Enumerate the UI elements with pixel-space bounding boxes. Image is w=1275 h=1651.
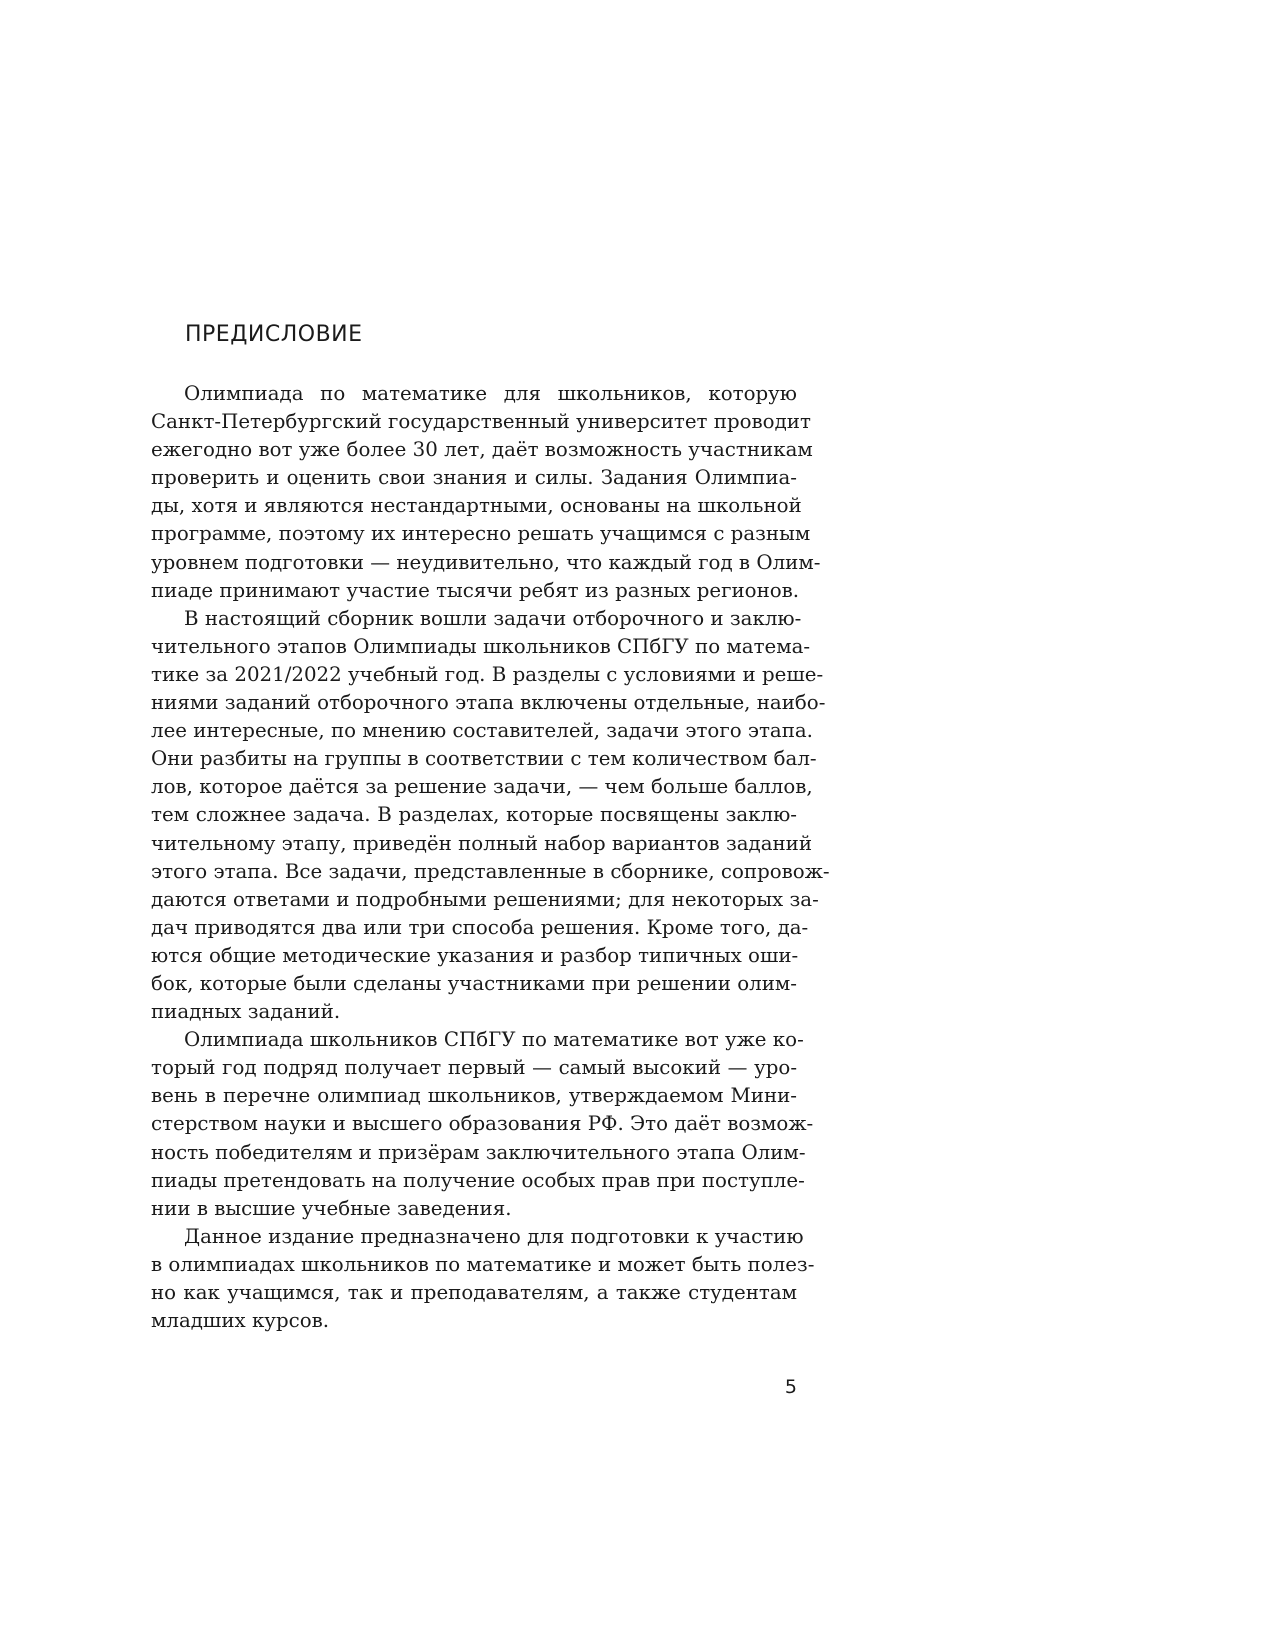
text-line: пиаде принимают участие тысячи ребят из разных регионов.	[151, 578, 800, 602]
text-line: вень в перечне олимпиад школьников, утверждаемом Мини-	[151, 1084, 797, 1108]
text-line: этого этапа. Все задачи, представленные в сборнике, сопровож-	[151, 859, 830, 883]
text-line: лее интересные, по мнению составителей, задачи этого этапа.	[151, 719, 813, 743]
text-line: даются ответами и подробными решениями; для некоторых за-	[151, 887, 819, 911]
text-line: чительного этапов Олимпиады школьников СПбГУ по матема-	[151, 634, 811, 658]
text-line: Они разбиты на группы в соответствии с тем количеством бал-	[151, 747, 817, 771]
text-line: Олимпиада по математике для школьников, которую	[184, 382, 797, 405]
text-line: ды, хотя и являются нестандартными, основаны на школьной	[151, 494, 802, 518]
text-line: пиады претендовать на получение особых прав при поступле-	[151, 1168, 805, 1192]
text-line: В настоящий сборник вошли задачи отборочного и заклю-	[184, 606, 802, 630]
text-line: стерством науки и высшего образования РФ. Это даёт возмож-	[151, 1112, 814, 1136]
text-line: чительному этапу, приведён полный набор вариантов заданий	[151, 831, 813, 855]
text-line: бок, которые были сделаны участниками при решении олим-	[151, 971, 797, 995]
text-line: Санкт-Петербургский государственный университет проводит	[151, 410, 811, 434]
text-line: тем сложнее задача. В разделах, которые посвящены заклю-	[151, 803, 797, 827]
text-line: тике за 2021/2022 учебный год. В разделы с условиями и реше-	[151, 662, 824, 686]
page-title: ПРЕДИСЛОВИЕ	[185, 322, 363, 347]
text-line: ность победителям и призёрам заключительного этапа Олим-	[151, 1140, 806, 1164]
text-line: но как учащимся, так и преподавателям, а также студентам	[151, 1281, 797, 1304]
text-line: в олимпиадах школьников по математике и может быть полез-	[151, 1252, 815, 1276]
text-line: проверить и оценить свои знания и силы. Задания Олимпиа-	[151, 466, 797, 490]
preface-text	[151, 380, 830, 1335]
page-number: 5	[784, 1376, 797, 1398]
text-line: уровнем подготовки — неудивительно, что каждый год в Олим-	[151, 550, 821, 574]
text-line: ежегодно вот уже более 30 лет, даёт возможность участникам	[151, 438, 813, 462]
text-line: программе, поэтому их интересно решать учащимся с разным	[151, 522, 811, 546]
text-line: лов, которое даётся за решение задачи, — чем больше баллов,	[151, 775, 813, 799]
text-line: младших курсов.	[151, 1309, 330, 1333]
text-line: ниями заданий отборочного этапа включены отдельные, наибо-	[151, 691, 826, 715]
text-line: нии в высшие учебные заведения.	[151, 1196, 512, 1220]
text-line: Данное издание предназначено для подготовки к участию	[184, 1224, 804, 1248]
text-line: торый год подряд получает первый — самый высокий — уро-	[151, 1056, 797, 1080]
text-line: дач приводятся два или три способа решения. Кроме того, да-	[151, 915, 809, 939]
text-line: ются общие методические указания и разбор типичных оши-	[151, 943, 799, 967]
text-line: Олимпиада школьников СПбГУ по математике вот уже ко-	[184, 1028, 804, 1052]
text-line: пиадных заданий.	[151, 1000, 341, 1024]
